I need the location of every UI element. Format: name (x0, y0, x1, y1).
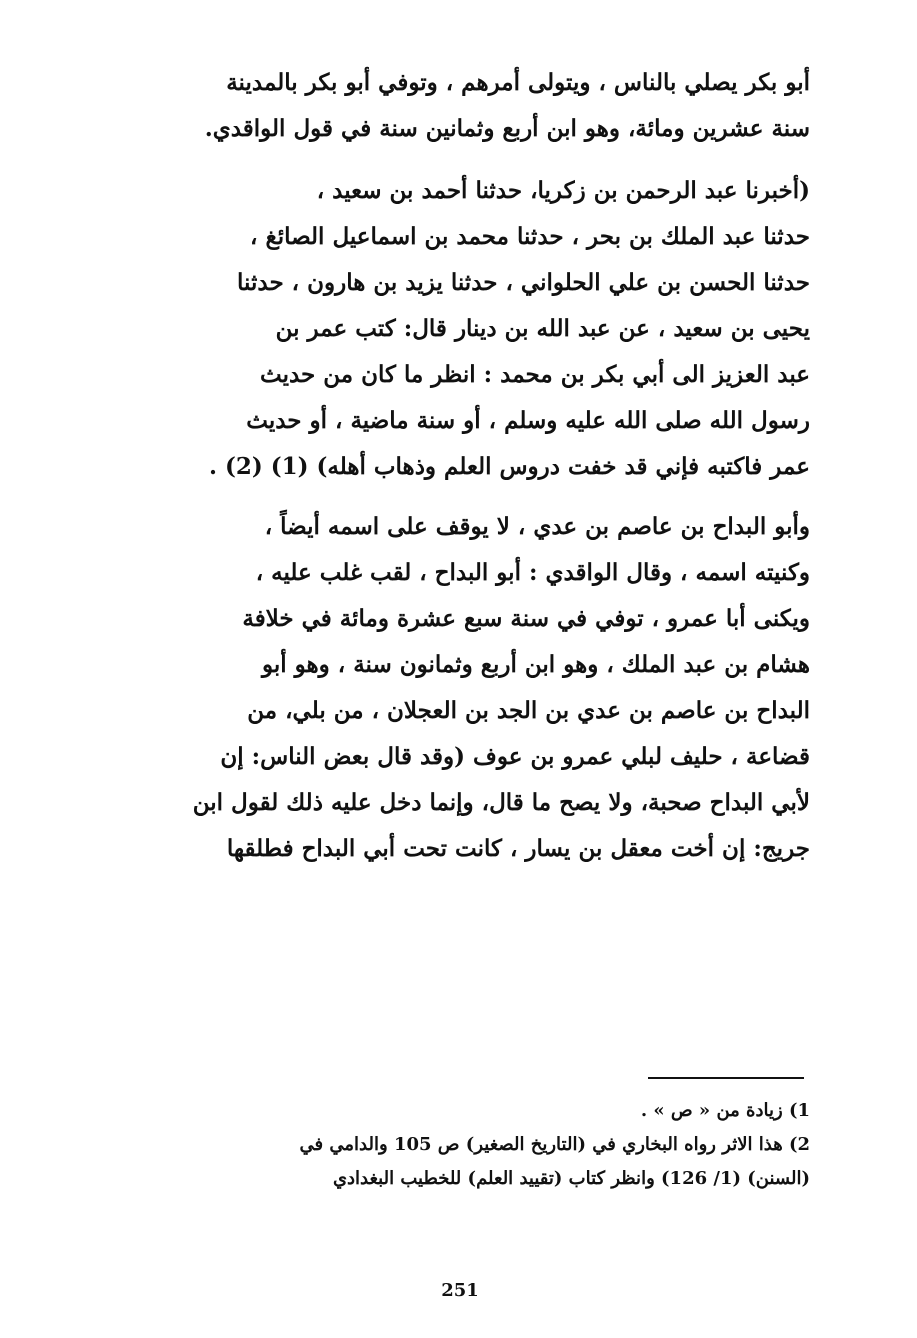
footnote-2: 2) هذا الاثر رواه البخاري في (التاريخ الصغير) ص 105 والدامي في (299, 1134, 810, 1155)
text-line: يحيى بن سعيد ، عن عبد الله بن دينار قال: كتب عمر بن (275, 315, 810, 342)
text-line: رسول الله صلى الله عليه وسلم ، أو سنة ماضية ، أو حديث (246, 407, 810, 434)
text-line: حدثنا الحسن بن علي الحلواني ، حدثنا يزيد بن هارون ، حدثنا (237, 269, 810, 296)
text-line: ويكنى أبا عمرو ، توفي في سنة سبع عشرة ومائة في خلافة (242, 605, 810, 632)
footnote-1: 1) زيادة من « ص » . (640, 1100, 810, 1121)
text-line: أبو بكر يصلي بالناس ، ويتولى أمرهم ، وتوفي أبو بكر بالمدينة (226, 69, 810, 96)
text-line: عبد العزيز الى أبي بكر بن محمد : انظر ما كان من حديث (260, 361, 810, 388)
text-line: هشام بن عبد الملك ، وهو ابن أربع وثمانون سنة ، وهو أبو (261, 651, 810, 678)
footnote-divider (648, 1077, 804, 1079)
text-line: وكنيته اسمه ، وقال الواقدي : أبو البداح ، لقب غلب عليه ، (255, 559, 810, 586)
footnote-2-continued: (السنن) (1/ 126) وانظر كتاب (تقييد العلم) للخطيب البغدادي (332, 1168, 810, 1189)
page-number: 251 (441, 1280, 479, 1301)
text-line: (أخبرنا عبد الرحمن بن زكريا، حدثنا أحمد بن سعيد ، (316, 177, 810, 204)
text-line: جريج: إن أخت معقل بن يسار ، كانت تحت أبي البداح فطلقها (226, 835, 810, 862)
text-line: البداح بن عاصم بن عدي بن الجد بن العجلان ، من بلي، من (247, 697, 810, 724)
text-line: حدثنا عبد الملك بن بحر ، حدثنا محمد بن اسماعيل الصائغ ، (250, 223, 810, 250)
text-line: وأبو البداح بن عاصم بن عدي ، لا يوقف على اسمه أيضاً ، (264, 513, 810, 540)
text-line: سنة عشرين ومائة، وهو ابن أربع وثمانين سنة في قول الواقدي. (204, 115, 810, 142)
footnotes (160, 1094, 810, 1196)
text-line: لأبي البداح صحبة، ولا يصح ما قال، وإنما دخل عليه ذلك لقول ابن (192, 789, 810, 816)
paragraph-3 (160, 504, 810, 872)
paragraph-1 (160, 60, 810, 152)
paragraph-2 (160, 168, 810, 490)
text-line: قضاعة ، حليف لبلي عمرو بن عوف (وقد قال بعض الناس: إن (220, 743, 810, 770)
text-line: عمر فاكتبه فإني قد خفت دروس العلم وذهاب أهله) (1) (2) . (208, 453, 810, 480)
